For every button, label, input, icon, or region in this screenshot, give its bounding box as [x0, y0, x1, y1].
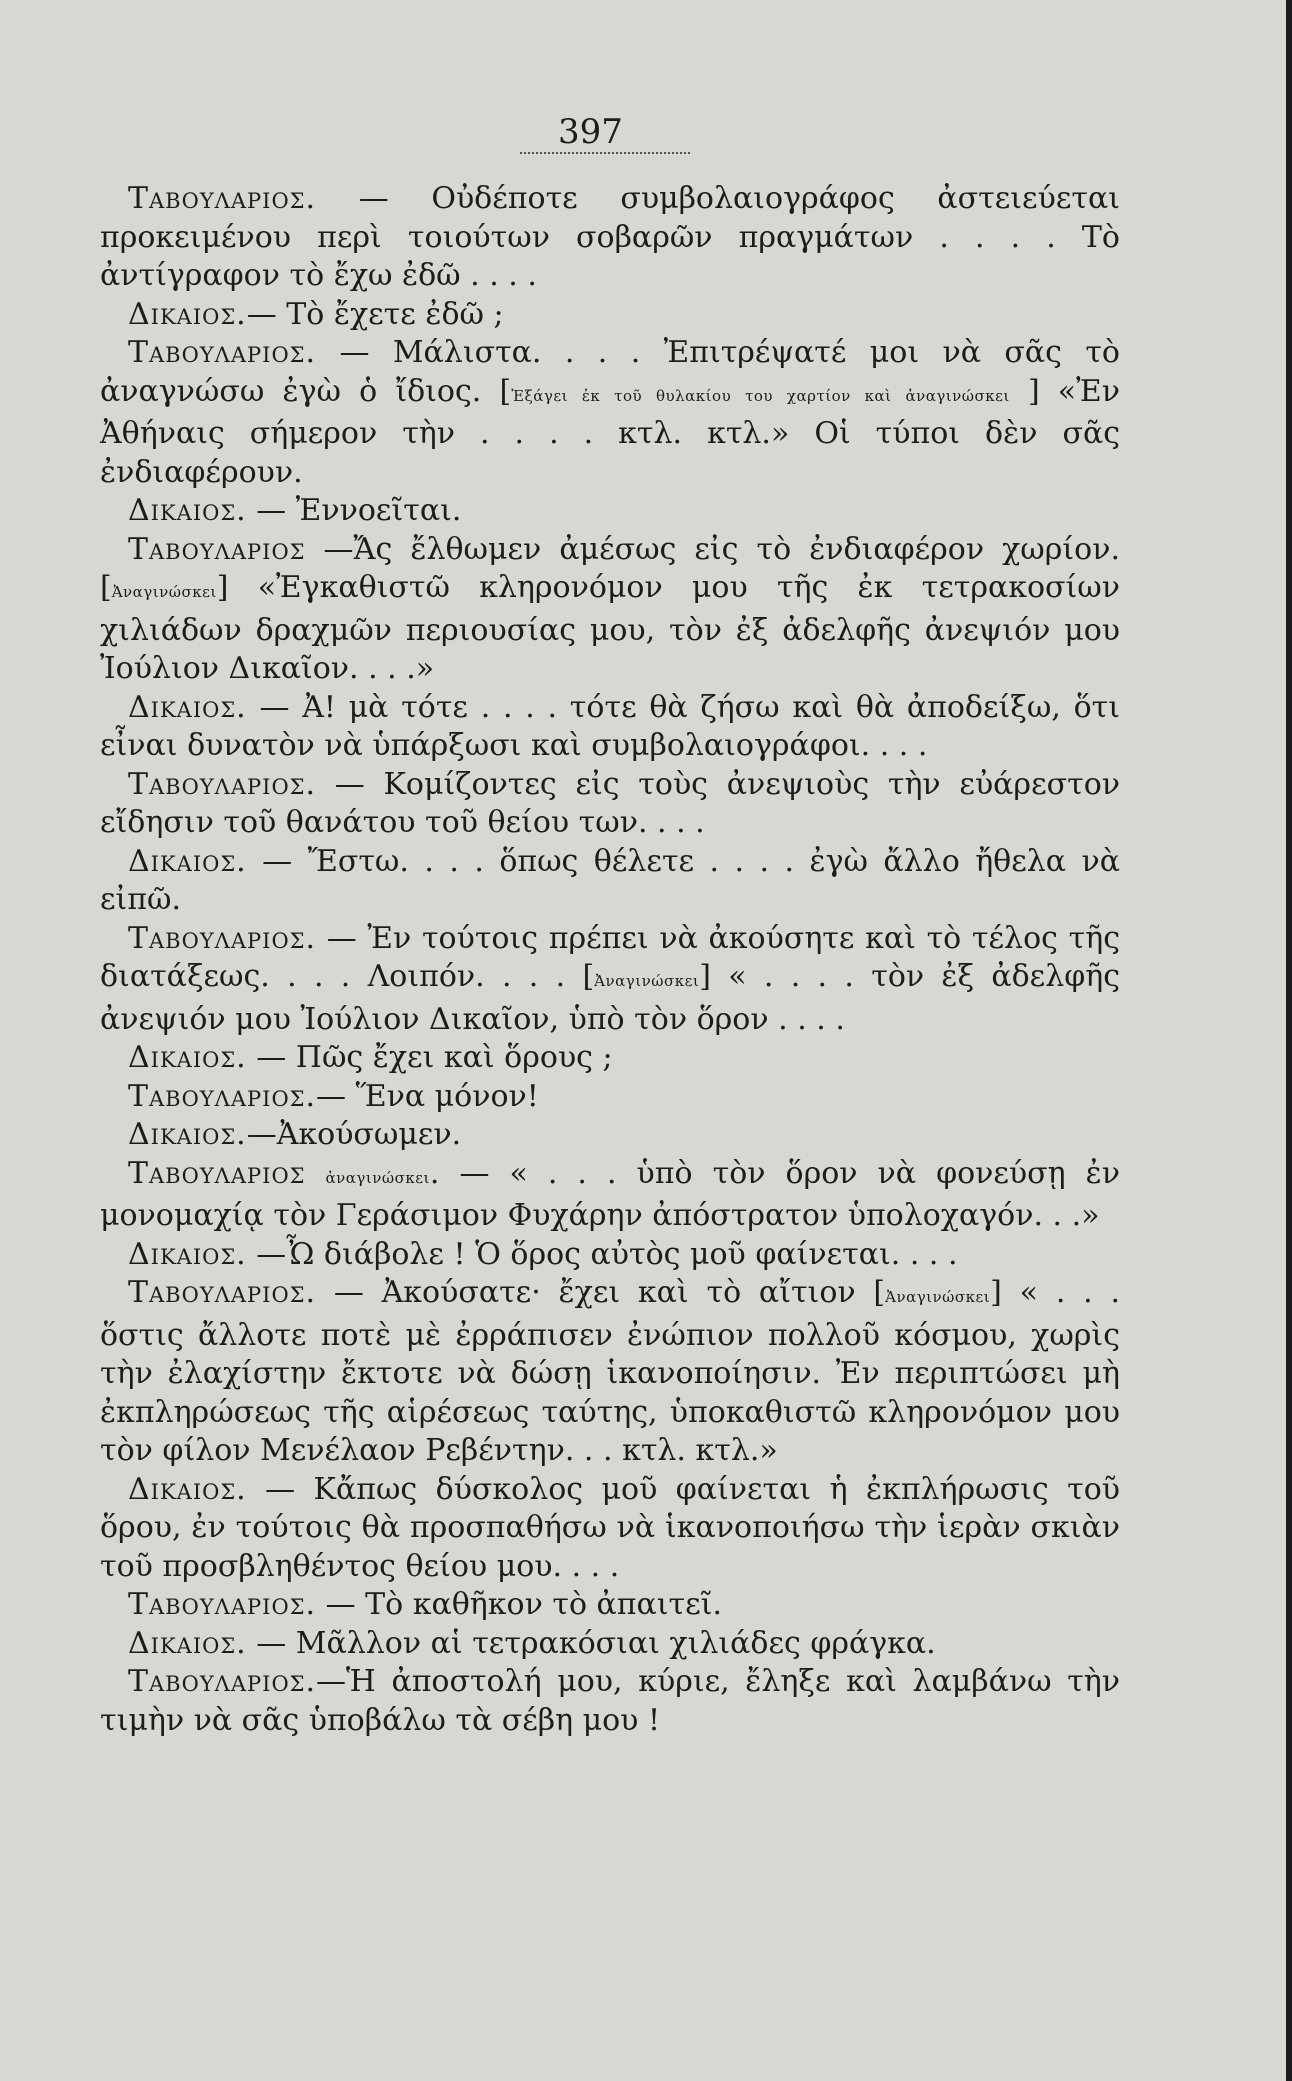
speech-text: —Ἡ ἀποστολή μου, κύριε, ἔληξε καὶ λαμβάνω τὴν τιμὴν νὰ σᾶς ὑποβάλω τὰ σέβη μου ! [100, 1664, 1120, 1738]
stage-direction: Ἀναγινώσκει [594, 972, 700, 990]
stage-direction: Ἀναγινώσκει [885, 1288, 991, 1306]
dialogue-body [100, 180, 1120, 1740]
speaker-name: Δικαιος. [128, 296, 247, 332]
dialogue-paragraph [100, 843, 1120, 920]
dialogue-paragraph [100, 1155, 1120, 1236]
speaker-name: Δικαιος. [128, 493, 247, 528]
page-number: 397 [558, 112, 623, 152]
dialogue-paragraph [100, 334, 1120, 492]
speaker-name: Ταβουλαριος. [128, 766, 317, 802]
speech-text: — Κομίζοντες εἰς τοὺς ἀνεψιοὺς τὴν εὐάρεστον εἴδησιν τοῦ θανάτου τοῦ θείου των. . . . [100, 766, 1120, 840]
speaker-name: Ταβουλαριος. [128, 181, 317, 216]
speaker-name: Δικαιος. [128, 689, 247, 725]
speech-text: — Ἀ! μὰ τότε . . . . τότε θὰ ζήσω καὶ θὰ ἀποδείξω, ὅτι εἶναι δυνατὸν νὰ ὑπάρξωσι καὶ συμβολαιογράφοι. . . . [100, 689, 1120, 763]
speech-text-continued: ] «Ἐγκαθιστῶ κληρονόμον μου τῆς ἐκ τετρακοσίων χιλιάδων δραχμῶν περιουσίας μου, τὸν ἐξ ἀδελφῆς ἀνεψιόν μου Ἰούλιον Δικαῖον. . . .» [100, 570, 1120, 686]
speech-text: — Οὐδέποτε συμβολαιογράφος ἀστειεύεται προκειμένου περὶ τοιούτων σοβαρῶν πραγμάτων . . . . Τὸ ἀντίγραφον τὸ ἔχω ἐδῶ . . . . [100, 181, 1120, 293]
dialogue-paragraph [100, 1586, 1120, 1625]
dialogue-paragraph [100, 1471, 1120, 1587]
speaker-name: Δικαιος. [128, 1236, 247, 1272]
dialogue-paragraph [100, 1236, 1120, 1275]
speech-text-continued: . — « . . . ὑπὸ τὸν ὅρον νὰ φονεύσῃ ἐν μονομαχίᾳ τὸν Γεράσιμον Φυχάρην ἀπόστρατον ὑπολοχαγόν. . .» [100, 1155, 1120, 1233]
speech-text: — Ἀκούσατε· ἔχει καὶ τὸ αἴτιον [ [316, 1275, 886, 1310]
speaker-name: Δικαιος. [128, 1625, 247, 1661]
speech-text: — Μᾶλλον αἱ τετρακόσιαι χιλιάδες φράγκα. [246, 1625, 936, 1661]
speaker-name: Ταβουλαριος. [128, 920, 317, 956]
speaker-name: Δικαιος. [128, 843, 247, 879]
speech-text: — Ἔστω. . . . ὅπως θέλετε . . . . ἐγὼ ἄλλο ἤθελα νὰ εἰπῶ. [100, 843, 1120, 917]
speech-text-continued: ] « . . . ὅστις ἄλλοτε ποτὲ μὲ ἐρράπισεν ἐνώπιον πολλοῦ κόσμου, χωρὶς τὴν ἐλαχίστην ἔκτοτε νὰ δώσῃ ἱκανοποίησιν. Ἐν περιπτώσει μὴ ἐκπληρώσεως τῆς αἱρέσεως ταύτης, ὑποκαθιστῶ κληρονόμον μου τὸν φίλον Μενέλαον Ρεβέντην. . . κτλ. κτλ.» [100, 1275, 1121, 1468]
dialogue-paragraph [100, 1039, 1120, 1078]
dialogue-paragraph [100, 1116, 1120, 1155]
speaker-name: Ταβουλαριος. [128, 1078, 317, 1114]
speaker-name: Δικαιος. [128, 1117, 247, 1152]
speech-text: —Ἄς ἔλθωμεν ἀμέσως εἰς τὸ ἐνδιαφέρον χωρίον. [ [100, 531, 1120, 605]
speech-text-continued: ] « . . . . τὸν ἐξ ἀδελφῆς ἀνεψιόν μου Ἰούλιον Δικαῖον, ὑπὸ τὸν ὅρον . . . . [100, 959, 1120, 1037]
speaker-name: Ταβουλαριος. [128, 1275, 317, 1310]
speech-text: —Ἀκούσωμεν. [246, 1117, 462, 1152]
page-number-rule [520, 152, 690, 154]
speech-text: — Μάλιστα. . . . Ἐπιτρέψατέ μοι νὰ σᾶς τὸ ἀναγνώσω ἐγὼ ὁ ἴδιος. [ [100, 335, 1120, 409]
dialogue-paragraph [100, 180, 1120, 296]
speech-text: — Ἐν τούτοις πρέπει νὰ ἀκούσητε καὶ τὸ τέλος τῆς διατάξεως. . . . Λοιπόν. . . . [ [100, 920, 1120, 994]
dialogue-paragraph [100, 1625, 1120, 1664]
stage-direction: Ἐξάγει ἐκ τοῦ θυλακίου του χαρτίον καὶ ἀναγινώσκει [511, 386, 1010, 405]
speaker-name: Δικαιος. [128, 1471, 247, 1507]
speech-text [306, 1156, 326, 1191]
speaker-name: Ταβουλαριος [128, 531, 306, 567]
speech-text-continued: ] «Ἐν Ἀθήναις σήμερον τὴν . . . . κτλ. κτλ.» Οἱ τύποι δὲν σᾶς ἐνδιαφέρουν. [100, 373, 1120, 490]
speaker-name: Ταβουλαριος. [128, 335, 317, 370]
speech-text: — Πῶς ἔχει καὶ ὅρους ; [246, 1040, 613, 1075]
dialogue-paragraph [100, 920, 1120, 1040]
speech-text: — Κἄπως δύσκολος μοῦ φαίνεται ἡ ἐκπλήρωσις τοῦ ὅρου, ἐν τούτοις θὰ προσπαθήσω νὰ ἱκανοποιήσω τὴν ἱερὰν σκιὰν τοῦ προσβληθέντος θείου μου. . . . [100, 1471, 1120, 1584]
dialogue-paragraph [100, 689, 1120, 766]
speech-text: —Ὦ διάβολε ! Ὁ ὅρος αὐτὸς μοῦ φαίνεται. . . . [246, 1236, 958, 1272]
dialogue-paragraph [100, 1274, 1120, 1471]
dialogue-paragraph [100, 296, 1120, 335]
dialogue-paragraph [100, 766, 1120, 843]
speaker-name: Ταβουλαριος. [128, 1587, 317, 1622]
stage-direction: ἀναγινώσκει [325, 1168, 430, 1187]
dialogue-paragraph [100, 492, 1120, 531]
speech-text: — Ἕνα μόνον! [316, 1078, 539, 1114]
speech-text: — Τὸ καθῆκον τὸ ἀπαιτεῖ. [316, 1587, 722, 1622]
dialogue-paragraph [100, 1663, 1120, 1740]
dialogue-paragraph [100, 1078, 1120, 1117]
stage-direction: Ἀναγινώσκει [111, 583, 217, 601]
speaker-name: Ταβουλαριος. [128, 1664, 317, 1699]
speech-text: — Τὸ ἔχετε ἐδῶ ; [246, 296, 504, 332]
dialogue-paragraph [100, 531, 1120, 689]
book-spine-edge [1286, 0, 1292, 2081]
speaker-name: Ταβουλαριος [128, 1155, 306, 1191]
speech-text: — Ἐννοεῖται. [246, 493, 462, 528]
speaker-name: Δικαιος. [128, 1040, 247, 1075]
